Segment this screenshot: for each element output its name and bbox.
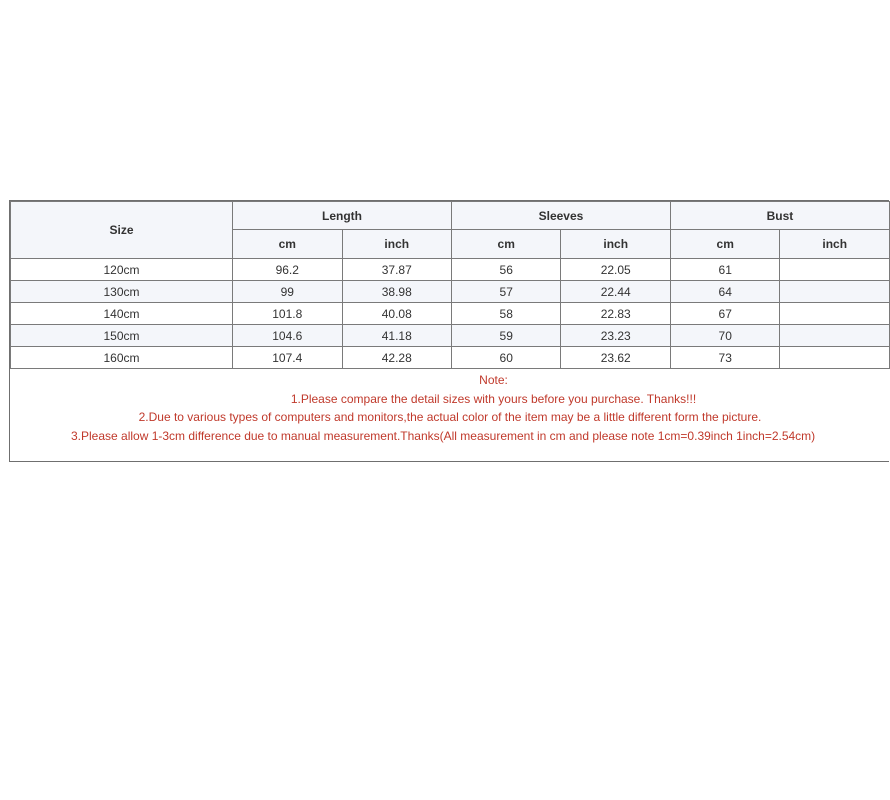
value-cell: 101.8: [233, 303, 342, 325]
size-cell: 140cm: [11, 303, 233, 325]
bust-header: Bust: [670, 202, 889, 230]
size-table: [10, 201, 890, 369]
unit-header: inch: [342, 230, 451, 259]
value-cell: 99: [233, 281, 342, 303]
value-cell: 23.23: [561, 325, 670, 347]
value-cell: 73: [670, 347, 779, 369]
value-cell: 70: [670, 325, 779, 347]
unit-header: cm: [670, 230, 779, 259]
note-title: Note:: [479, 373, 508, 387]
value-cell: 60: [451, 347, 560, 369]
table-header-row: [11, 202, 890, 230]
size-cell: 130cm: [11, 281, 233, 303]
value-cell: [780, 325, 890, 347]
value-cell: 40.08: [342, 303, 451, 325]
value-cell: 56: [451, 259, 560, 281]
value-cell: 37.87: [342, 259, 451, 281]
note-line-2: 2.Due to various types of computers and monitors,the actual color of the item may be a little different form the picture.: [138, 410, 762, 424]
value-cell: 41.18: [342, 325, 451, 347]
unit-header: cm: [451, 230, 560, 259]
table-row: [11, 303, 890, 325]
table-row: [11, 281, 890, 303]
size-cell: 120cm: [11, 259, 233, 281]
value-cell: 61: [670, 259, 779, 281]
notes-block: [10, 371, 890, 445]
unit-header: inch: [561, 230, 670, 259]
value-cell: 42.28: [342, 347, 451, 369]
value-cell: 67: [670, 303, 779, 325]
value-cell: 23.62: [561, 347, 670, 369]
value-cell: 22.05: [561, 259, 670, 281]
value-cell: 96.2: [233, 259, 342, 281]
table-row: [11, 259, 890, 281]
value-cell: 107.4: [233, 347, 342, 369]
unit-header: cm: [233, 230, 342, 259]
value-cell: 57: [451, 281, 560, 303]
table-row: [11, 347, 890, 369]
value-cell: [780, 303, 890, 325]
value-cell: 104.6: [233, 325, 342, 347]
note-line-3: 3.Please allow 1-3cm difference due to manual measurement.Thanks(All measurement in cm and please note 1cm=0.39inch 1inch=2.54cm): [71, 428, 816, 443]
value-cell: 22.83: [561, 303, 670, 325]
value-cell: 59: [451, 325, 560, 347]
value-cell: [780, 259, 890, 281]
value-cell: [780, 347, 890, 369]
size-cell: 160cm: [11, 347, 233, 369]
size-header: Size: [11, 202, 233, 259]
value-cell: 58: [451, 303, 560, 325]
note-line-1: 1.Please compare the detail sizes with yours before you purchase. Thanks!!!: [290, 391, 697, 406]
length-header: Length: [233, 202, 452, 230]
size-chart: [9, 200, 889, 462]
table-row: [11, 325, 890, 347]
value-cell: [780, 281, 890, 303]
size-cell: 150cm: [11, 325, 233, 347]
value-cell: 64: [670, 281, 779, 303]
sleeves-header: Sleeves: [451, 202, 670, 230]
unit-header: inch: [780, 230, 890, 259]
value-cell: 22.44: [561, 281, 670, 303]
value-cell: 38.98: [342, 281, 451, 303]
